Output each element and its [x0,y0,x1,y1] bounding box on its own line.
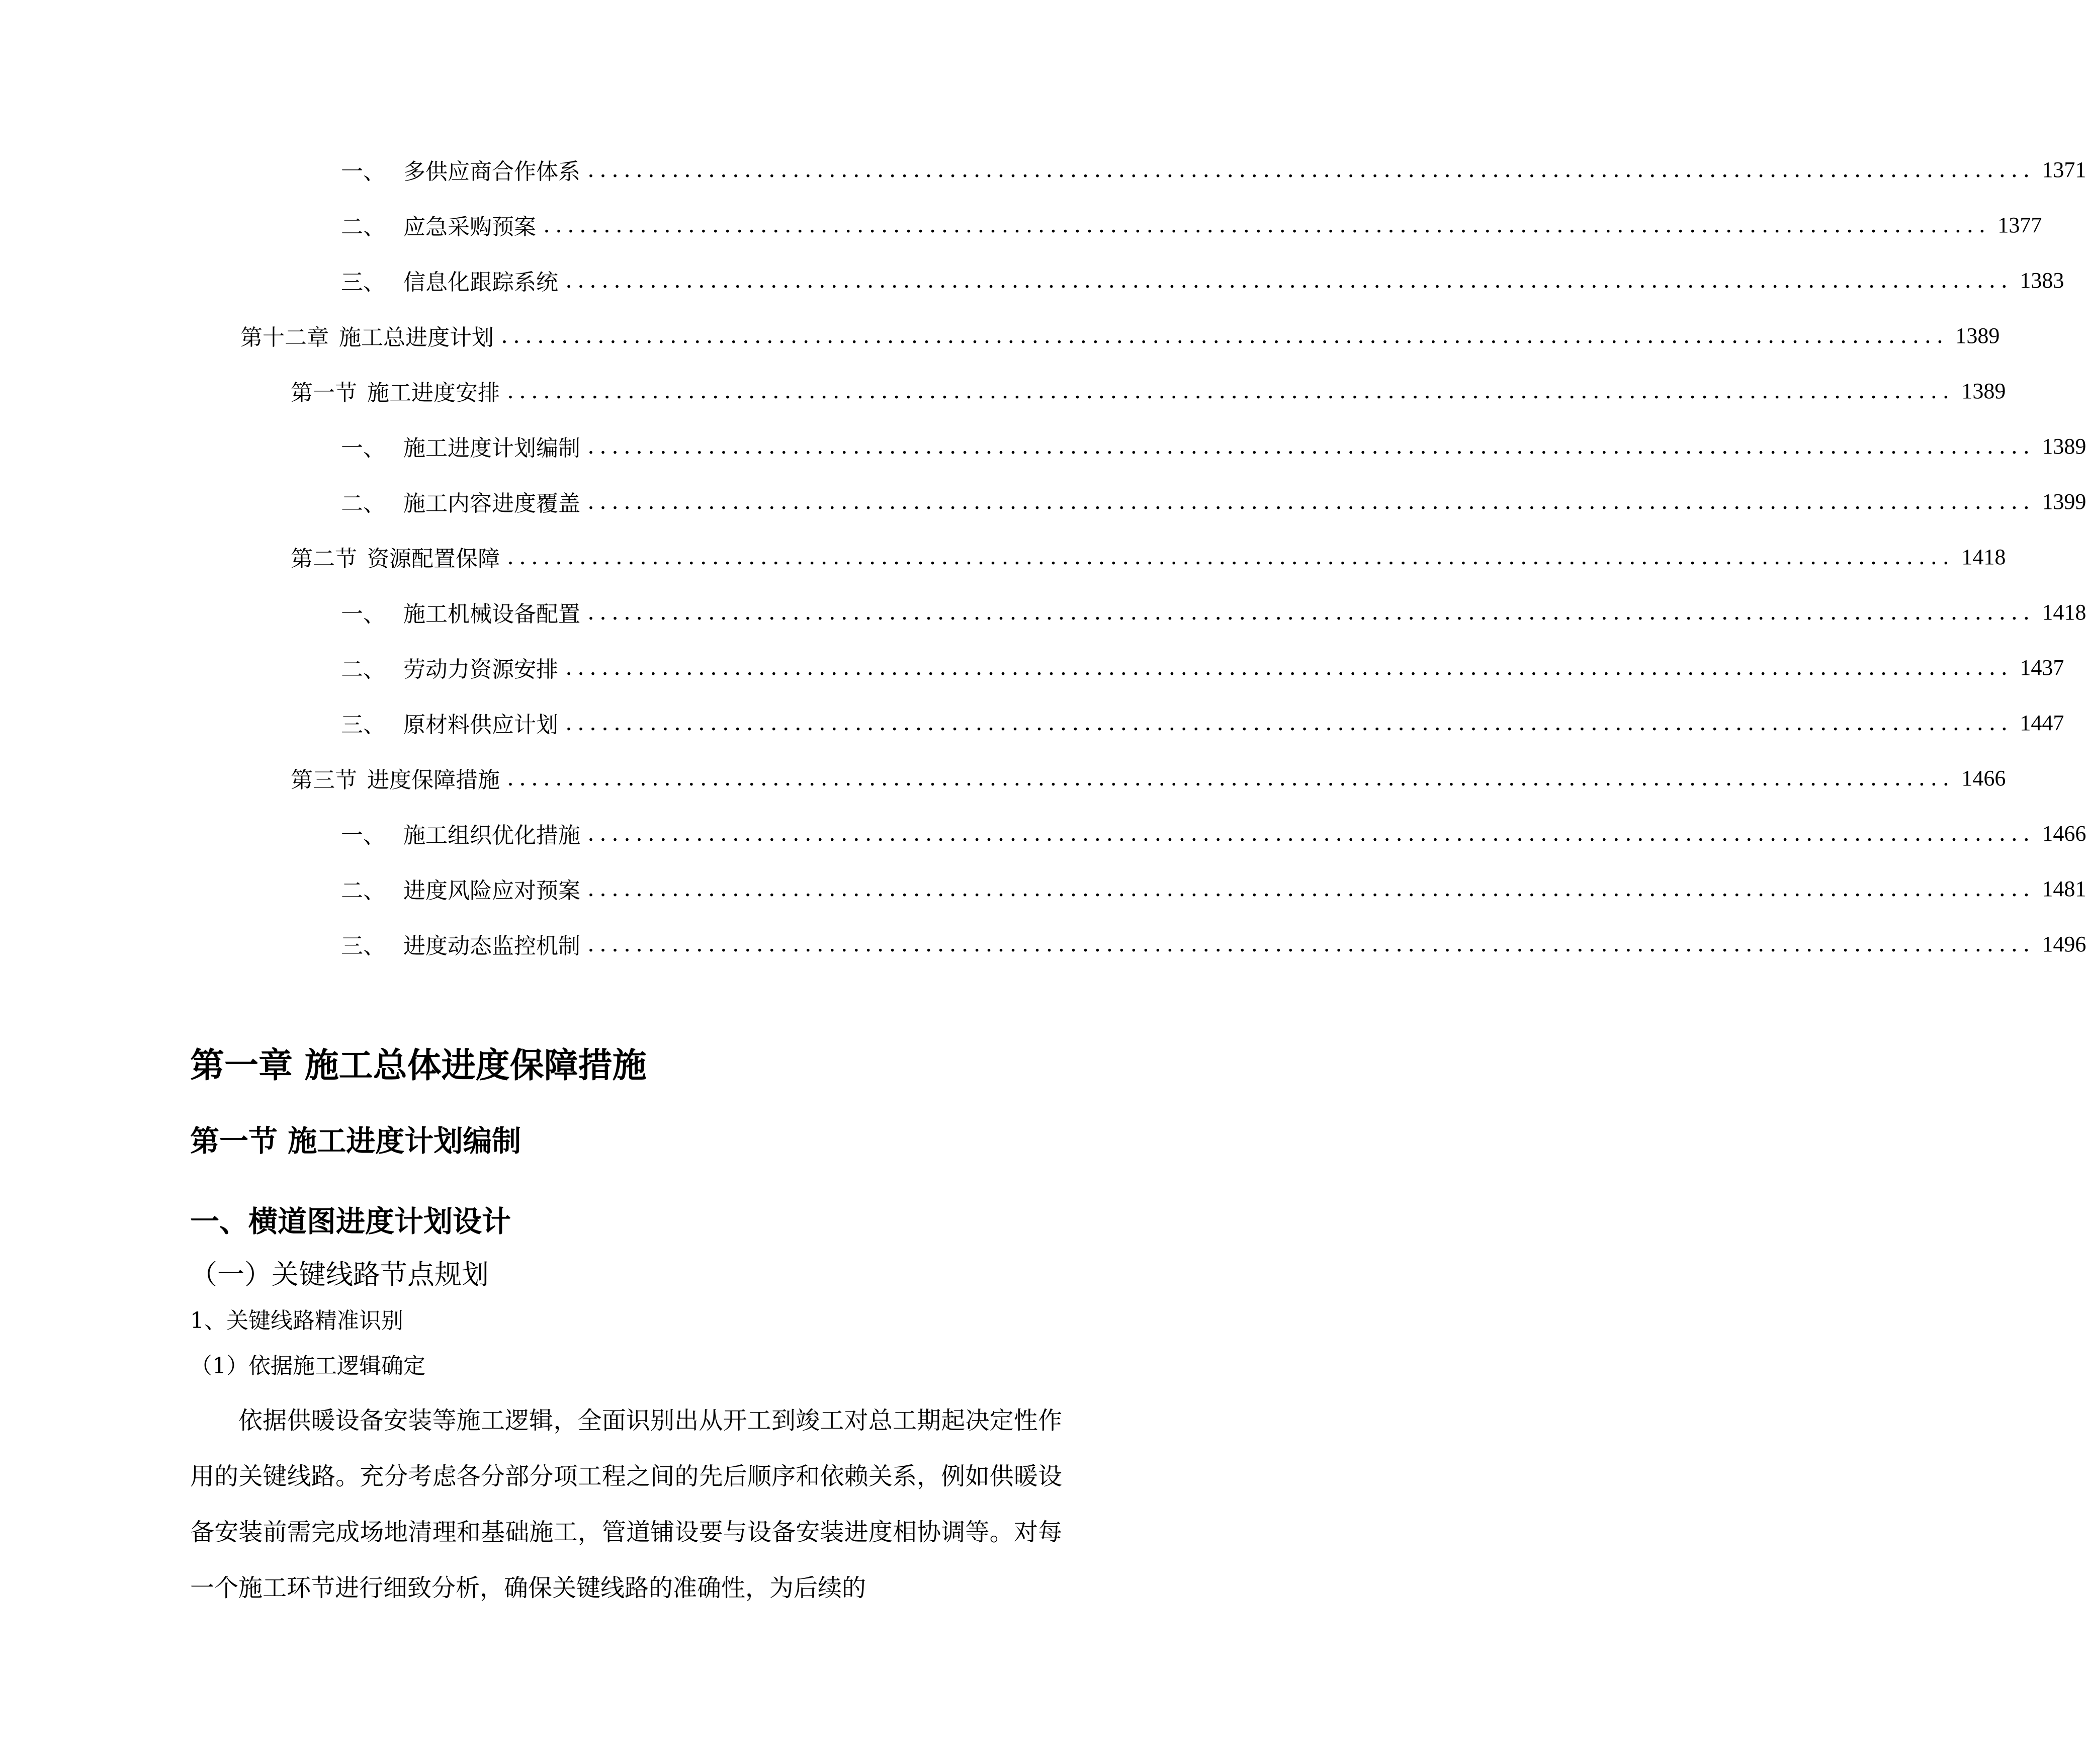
toc-entry-page: 1466 [2042,821,2086,846]
subsection-heading: 一、横道图进度计划设计 [190,1204,511,1239]
toc-entry-number: 第十二章 [240,325,329,350]
toc-entry-title: 原材料供应计划 [403,712,558,738]
toc-entry-title: 进度动态监控机制 [403,933,580,959]
toc-entry-title: 施工进度计划编制 [403,435,580,461]
toc-entry-page: 1399 [2042,489,2086,514]
toc-entry[interactable] [341,705,2064,740]
toc-entry-title: 施工机械设备配置 [403,601,580,627]
toc-entry-number: 第二节 [291,546,357,572]
subitem-heading: （1）依据施工逻辑确定 [190,1353,425,1379]
toc-leader-dots: ........................................................................................................................ [565,267,2013,293]
toc-entry-number: 第一节 [291,380,357,406]
toc-entry-number: 一、 [341,435,385,461]
toc-entry-page: 1496 [2042,931,2086,956]
toc-entry-page: 1371 [2042,157,2086,182]
subsubsection-heading: （一）关键线路节点规划 [190,1259,489,1290]
toc-entry-number: 二、 [341,878,385,904]
toc-entry-title: 劳动力资源安排 [403,657,558,682]
toc-entry[interactable] [341,207,2042,242]
toc-entry-number: 一、 [341,159,385,185]
toc-leader-dots: ........................................................................................................................ [587,488,2035,514]
toc-entry[interactable] [341,262,2064,298]
toc-leader-dots: ........................................................................................................................ [501,322,1949,348]
toc-entry-number: 二、 [341,214,385,240]
toc-leader-dots: ........................................................................................................................ [507,378,1955,404]
toc-entry[interactable] [291,539,2006,574]
toc-leader-dots: ........................................................................................................................ [587,931,2035,957]
toc-entry-page: 1383 [2020,268,2064,293]
toc-entry[interactable] [341,871,2086,906]
item-heading: 1、关键线路精准识别 [190,1308,403,1334]
toc-entry[interactable] [341,594,2086,630]
toc-entry-page: 1389 [1955,323,2000,348]
toc-leader-dots: ........................................................................................................................ [587,875,2035,902]
toc-leader-dots: ........................................................................................................................ [587,433,2035,459]
toc-entry-title: 应急采购预案 [403,214,536,240]
toc-entry-page: 1466 [1961,765,2006,790]
toc-entry-page: 1418 [1961,544,2006,569]
toc-entry-title: 进度风险应对预案 [403,878,580,904]
toc-entry-page: 1389 [2042,433,2086,459]
toc-leader-dots: ........................................................................................................................ [543,212,1991,238]
toc-entry-title: 资源配置保障 [367,546,500,572]
section-heading: 第一节 施工进度计划编制 [190,1124,522,1158]
toc-entry-page: 1377 [1997,212,2042,237]
toc-entry-number: 一、 [341,601,385,627]
toc-leader-dots: ........................................................................................................................ [587,156,2035,183]
body-paragraph: 依据供暖设备安装等施工逻辑，全面识别出从开工到竣工对总工期起决定性作用的关键线路。充分考虑各分部分项工程之间的先后顺序和依赖关系，例如供暖设备安装前需完成场地清理和基础施工，管道铺设要与设备安装进度相协调等。对每一个施工环节进行细致分析，确保关键线路的准确性，为后续的 [190,1406,1062,1602]
toc-entry-number: 一、 [341,823,385,848]
toc-entry-number: 三、 [341,933,385,959]
toc-entry[interactable] [341,152,2086,187]
toc-entry-number: 三、 [341,712,385,738]
toc-entry-page: 1418 [2042,599,2086,625]
toc-leader-dots: ........................................................................................................................ [565,654,2013,680]
toc-entry-number: 三、 [341,270,385,295]
toc-entry-page: 1447 [2020,710,2064,735]
toc-entry-page: 1389 [1961,378,2006,403]
toc-entry[interactable] [240,318,2000,353]
toc-entry-page: 1437 [2020,655,2064,680]
toc-entry-title: 施工内容进度覆盖 [403,491,580,516]
toc-entry[interactable] [291,373,2006,408]
toc-entry[interactable] [341,428,2086,464]
toc-entry[interactable] [341,484,2086,519]
toc-leader-dots: ........................................................................................................................ [507,544,1955,570]
toc-entry[interactable] [341,650,2064,685]
chapter-heading: 第一章 施工总体进度保障措施 [190,1045,647,1086]
toc-entry-title: 进度保障措施 [367,767,500,793]
toc-entry-number: 二、 [341,491,385,516]
toc-entry-number: 第三节 [291,767,357,793]
toc-entry-page: 1481 [2042,876,2086,901]
toc-entry-title: 信息化跟踪系统 [403,270,558,295]
toc-leader-dots: ........................................................................................................................ [565,710,2013,736]
toc-entry-title: 多供应商合作体系 [403,159,580,185]
toc-entry-title: 施工进度安排 [367,380,500,406]
toc-entry[interactable] [291,760,2006,796]
toc-entry[interactable] [341,926,2086,961]
toc-leader-dots: ........................................................................................................................ [587,599,2035,625]
toc-leader-dots: ........................................................................................................................ [587,820,2035,846]
toc-entry-title: 施工组织优化措施 [403,823,580,848]
toc-entry[interactable] [341,816,2086,851]
toc-leader-dots: ........................................................................................................................ [507,765,1955,791]
toc-entry-number: 二、 [341,657,385,682]
toc-entry-title: 施工总进度计划 [339,325,494,350]
